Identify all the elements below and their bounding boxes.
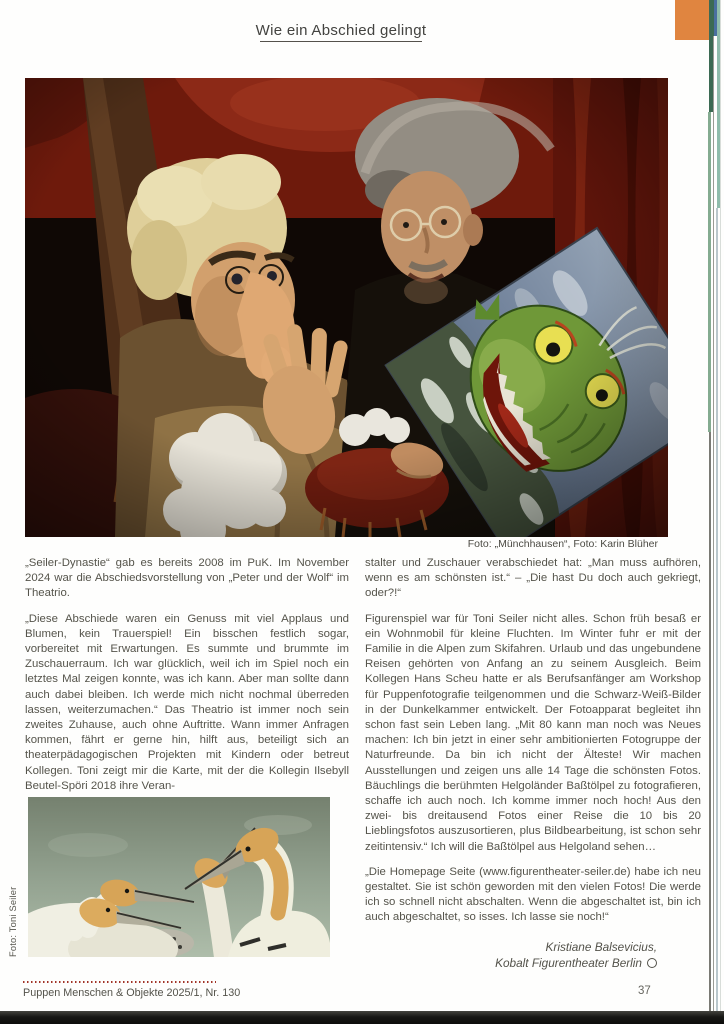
gannets-photo-illustration bbox=[28, 797, 330, 957]
author-name: Kristiane Balsevicius, bbox=[545, 939, 657, 954]
page-edge-strip bbox=[709, 432, 711, 1011]
body-paragraph: stalter und Zuschauer verabschiedet hat: „Man muss aufhören, wenn es am schönsten ist.“ – „Die hast Du doch auch gekriegt, oder?!“ bbox=[365, 557, 701, 600]
page-edge-strip bbox=[708, 112, 711, 432]
page-edge-strip bbox=[713, 36, 714, 1011]
page-bottom-edge bbox=[0, 1011, 724, 1024]
author-byline bbox=[365, 939, 701, 971]
article-left-column bbox=[25, 556, 349, 804]
journal-footer: Puppen Menschen & Objekte 2025/1, Nr. 130 bbox=[23, 987, 241, 999]
article-right-column bbox=[365, 556, 701, 971]
end-of-article-icon bbox=[647, 958, 657, 968]
body-paragraph: „Seiler-Dynastie“ gab es bereits 2008 im PuK. Im November 2024 war die Abschiedsvorstellung von „Peter und der Wolf“ im Theatrio. bbox=[25, 557, 349, 600]
main-photo-illustration bbox=[25, 78, 668, 537]
footer-dotted-rule bbox=[23, 981, 216, 983]
gannets-photo-caption: Foto: Toni Seiler bbox=[8, 886, 18, 957]
page-edge-strip bbox=[716, 208, 718, 1011]
main-photo-caption: Foto: „Münchhausen“, Foto: Karin Blüher bbox=[467, 538, 658, 550]
author-theater: Kobalt Figurentheater Berlin bbox=[365, 955, 657, 971]
body-paragraph: „Die Homepage Seite (www.figurentheater-seiler.de) habe ich neu gestaltet. Sie ist schön geworden mit den vielen Fotos! Die werde ich so schnell nicht abschalten. Wenn die abgeschaltet ist, bin ich auch abgeschaltet, so isses. Ich lasse sie noch!“ bbox=[365, 865, 701, 924]
body-paragraph: „Diese Abschiede waren ein Genuss mit viel Applaus und Blumen, kein Trauerspiel! Ein bisschen festlich sogar, vorbereitet mit Erwartungen. Es summte und brummte im Zuschauerraum. Ich war glücklich, weil ich im Spiel noch ein letztes Mal zeigen konnte, was ich kann. Aber man sollte dann auch dabei bleiben. Ich werde mich nicht nochmal überreden lassen, weiterzumachen.“ Das Theatrio ist immer noch sein zweites Zuhause, auch ohne Auftritte. Wann immer Anfragen kommen, fährt er gerne hin, hilft aus, beteiligt sich an theaterpädagogischen Projekten mit Kindern oder betreut Kollegen. Toni zeigt mir die Karte, mit der die Kollegin Ilsebyll Beutel-Spöri 2018 ihre Veran- bbox=[25, 612, 349, 792]
body-paragraph: Figurenspiel war für Toni Seiler nicht alles. Schon früh besaß er ein Wohnmobil für kleine Fluchten. Im Winter fuhr er mit der Familie in die Alpen zum Skifahren. Urlaub und das ungebundene Reisen gehörten von Anfang an zu seinem Ausgleich. Beim Kollegen Hans Scheu hatte er als Berufsanfänger am Workshop für Puppenfotografie teilgenommen und die Schwarz-Weiß-Bilder in der Dunkelkammer entwickelt. Der Fotoapparat begleitet ihn schon fast sein Leben lang. „Mit 80 kann man noch was Neues machen: Ich bin jetzt in einer sehr ambitionierten Fotogruppe der Naturfreunde. Da bin ich nicht der Älteste! Wir machen Ausstellungen und zeigen uns alle 14 Tage die schönsten Fotos. Bäuchlings die berühmten Helgoländer Baßtölpel zu fotografieren, schaffe ich auch noch. Ich komme immer noch hoch! Aus den zwei- bis dreitausend Fotos einer Reise die 10 bis 20 Lieblingsfotos auszusortieren, plus Bildbearbeitung, ist schon sehr zeitintensiv.“ Ich will die Baßtölpel aus Helgoland sehen… bbox=[365, 612, 701, 853]
page-title: Wie ein Abschied gelingt bbox=[255, 22, 427, 39]
title-underline bbox=[260, 41, 422, 42]
section-color-tab bbox=[675, 0, 709, 40]
main-photo bbox=[25, 78, 668, 537]
page-edge-strip bbox=[720, 0, 721, 1011]
gannets-photo bbox=[28, 797, 330, 957]
page-number: 37 bbox=[638, 985, 651, 997]
